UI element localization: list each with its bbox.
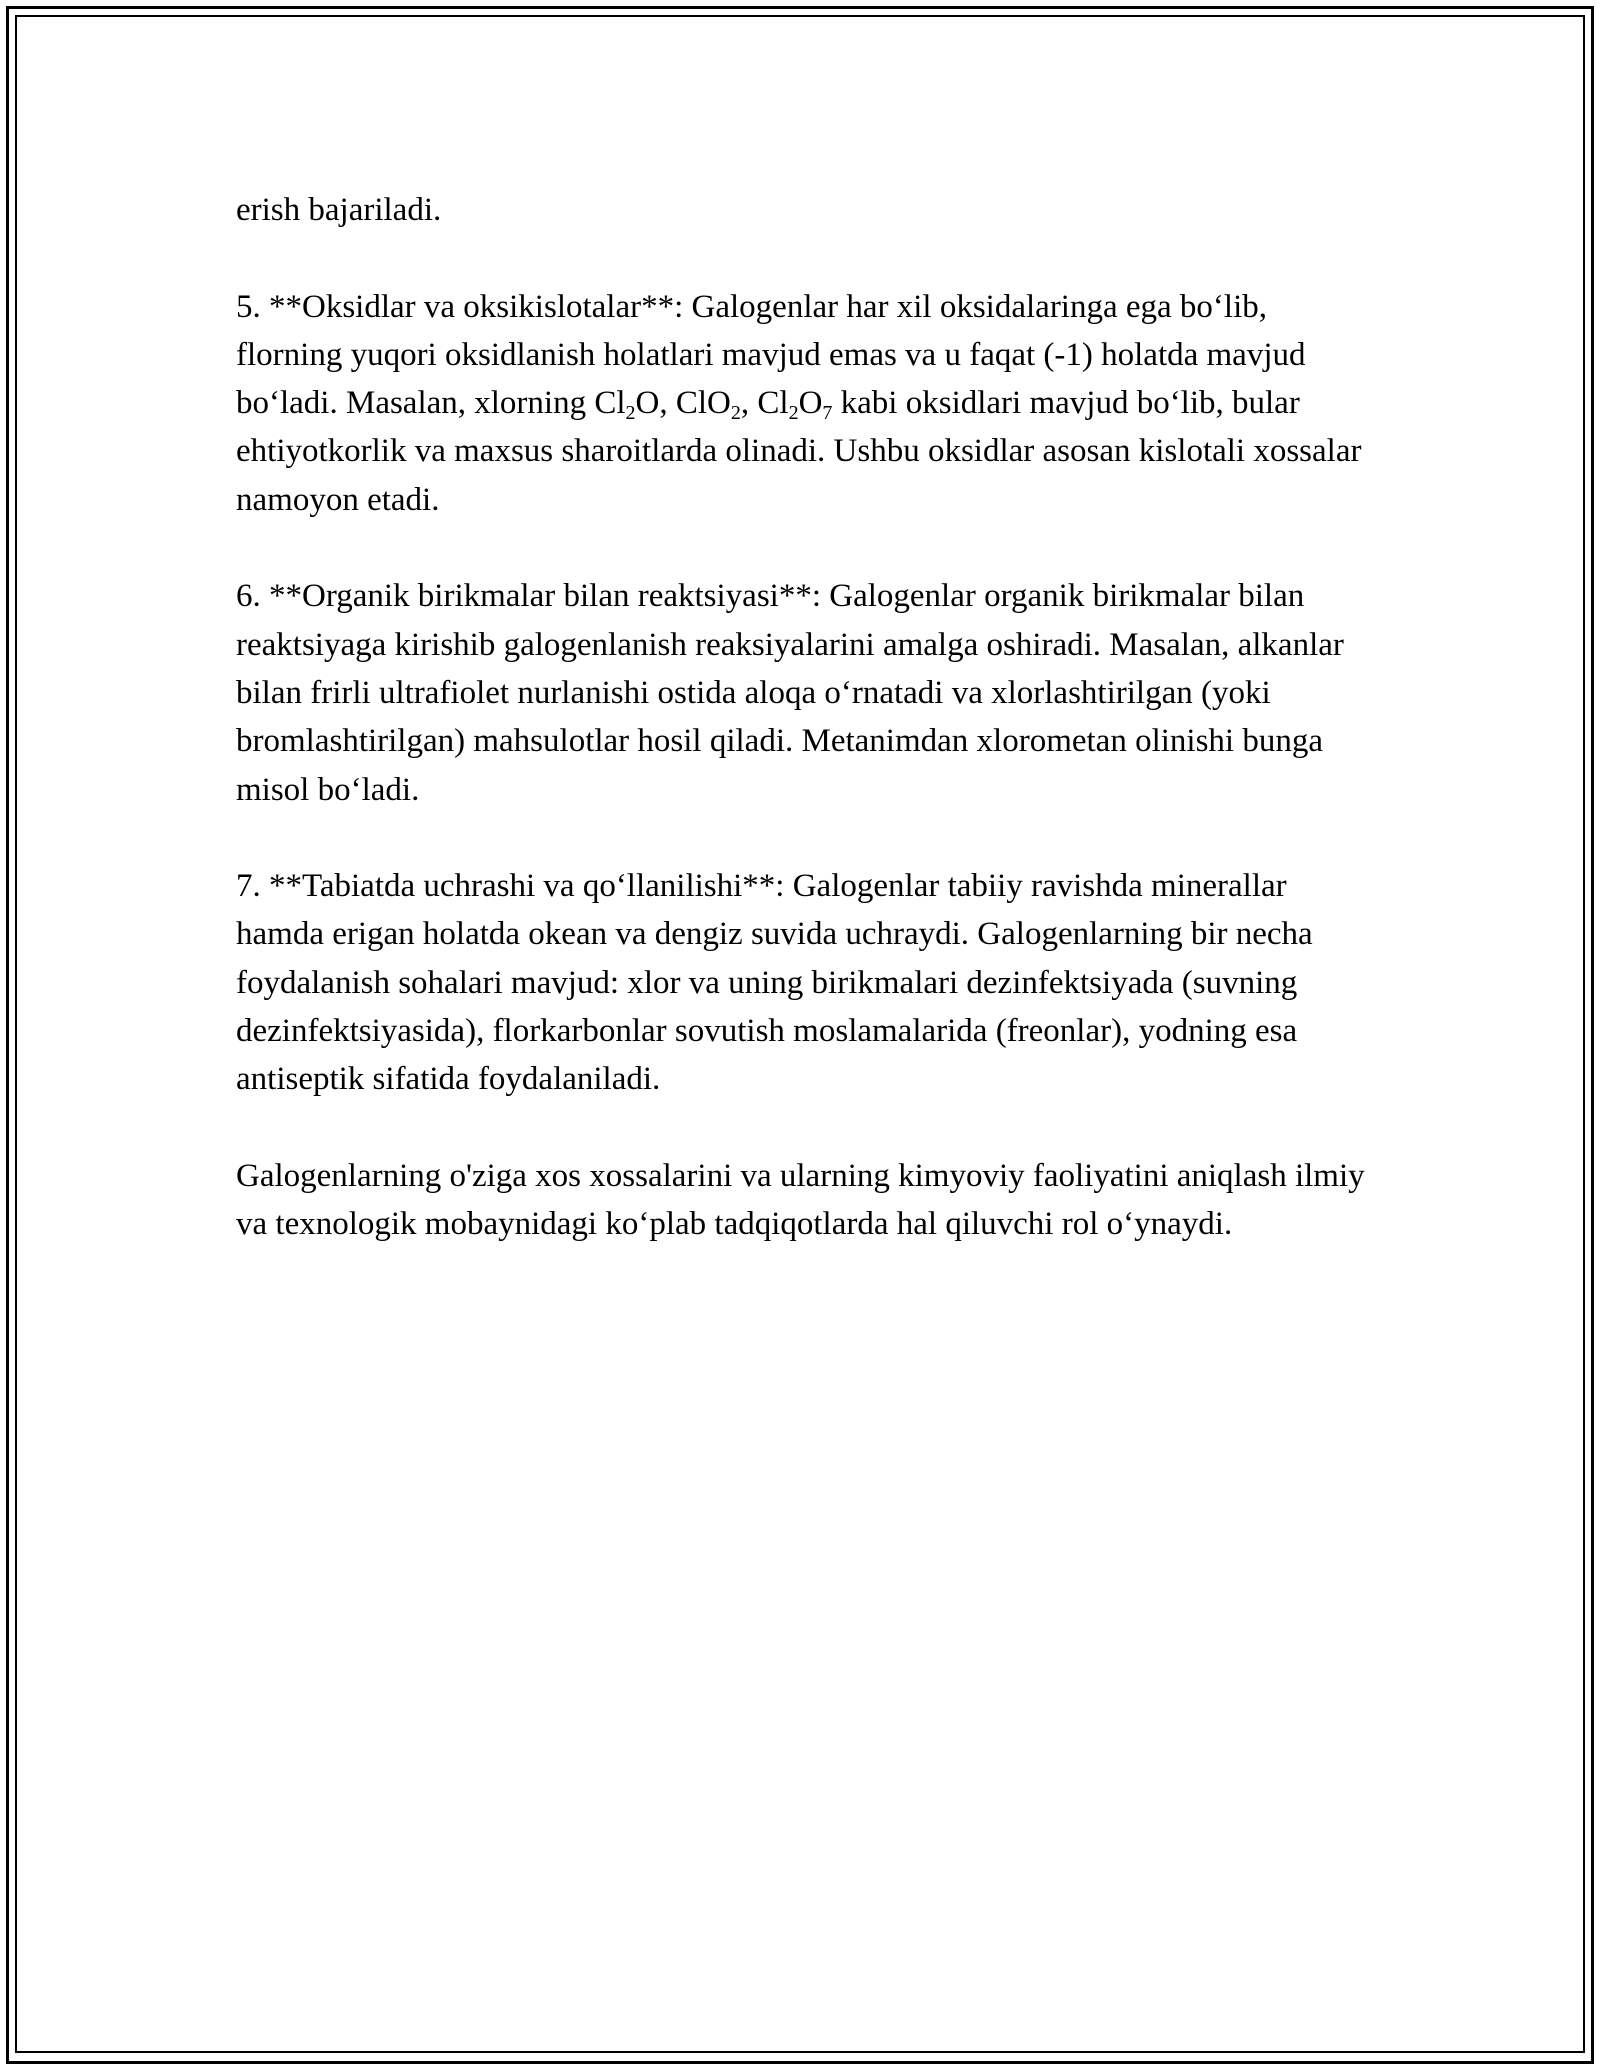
continuation-paragraph: erish bajariladi. <box>236 192 442 228</box>
item-5-text: O <box>798 385 823 422</box>
conclusion-paragraph: Galogenlarning o'ziga xos xossalarini va ularning kimyoviy faoliyatini aniqlash ilmiy va texnologik mobaynidagi ko‘plab tadqiqotlarda hal qiluvchi rol o‘ynaydi. <box>236 1157 1365 1243</box>
document-body <box>236 186 1366 1297</box>
subscript: 7 <box>822 402 833 425</box>
item-5-intro: 5. **Oksidlar va oksikislotalar**: Galogenlar har xil oksidalaringa ega bo‘lib, florning yuqori oksidlanish holatlari mavjud emas va u faqat (-1) holatda mavjud bo‘ladi. Masalan, xlorning Cl <box>236 288 1306 422</box>
item-5-paragraph <box>236 283 1366 524</box>
subscript: 2 <box>730 402 741 425</box>
item-5-tail: kabi oksidlari mavjud bo‘lib, bular ehtiyotkorlik va maxsus sharoitlarda olinadi. Ushbu oksidlar asosan kislotali xossalar namoyon etadi. <box>236 385 1362 518</box>
subscript: 2 <box>788 402 799 425</box>
item-6-paragraph: 6. **Organik birikmalar bilan reaktsiyasi**: Galogenlar organik birikmalar bilan reaktsiyaga kirishib galogenlanish reaksiyalarini amalga oshiradi. Masalan, alkanlar bilan frirli ultrafiolet nurlanishi ostida aloqa o‘rnatadi va xlorlashtirilgan (yoki bromlashtirilgan) mahsulotlar hosil qiladi. Metanimdan xlorometan olinishi bunga misol bo‘ladi. <box>236 578 1344 808</box>
item-7-paragraph: 7. **Tabiatda uchrashi va qo‘llanilishi**: Galogenlar tabiiy ravishda minerallar hamda erigan holatda okean va dengiz suvida uchraydi. Galogenlarning bir necha foydalanish sohalari mavjud: xlor va uning birikmalari dezinfektsiyada (suvning dezinfektsiyasida), florkarbonlar sovutish moslamalarida (freonlar), yodning esa antiseptik sifatida foydalaniladi. <box>236 868 1313 1098</box>
item-5-text: O, ClO <box>635 385 731 422</box>
item-5-text: , Cl <box>740 385 789 422</box>
subscript: 2 <box>625 402 636 425</box>
